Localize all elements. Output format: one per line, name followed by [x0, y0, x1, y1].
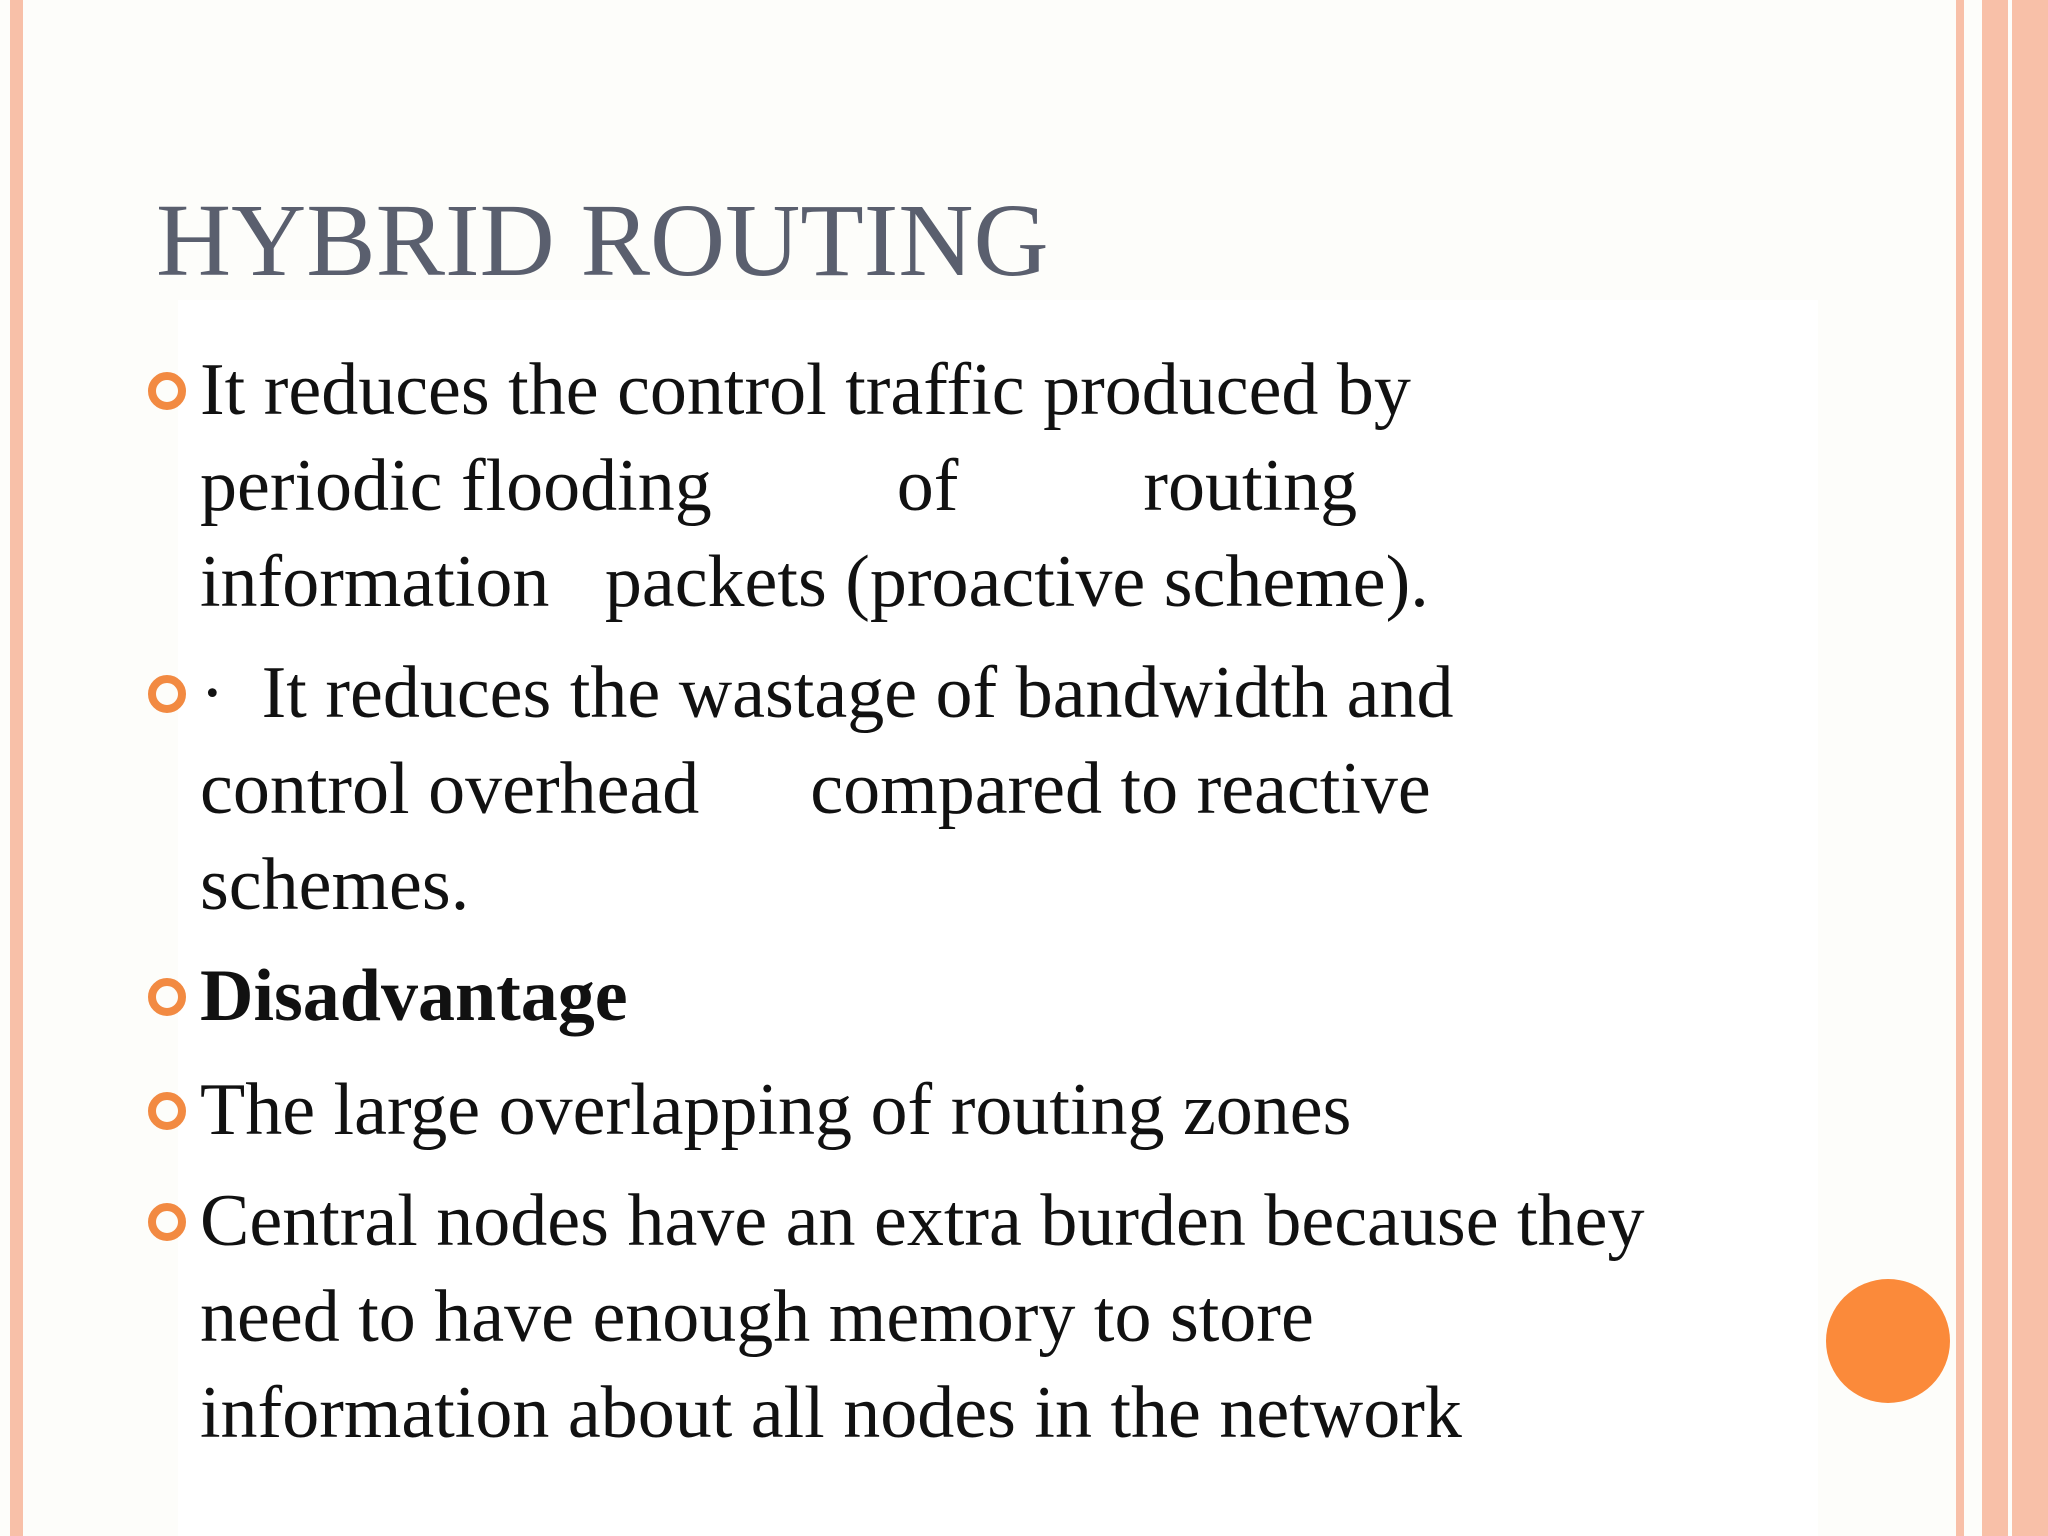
- orange-ring-bullet-icon: [148, 1203, 186, 1241]
- bullet-item-overlapping-zones: [200, 1062, 1800, 1158]
- bullet-item-bandwidth-wastage: [200, 645, 1800, 933]
- orange-circle-decoration: [1826, 1279, 1950, 1403]
- disadvantage-heading: Disadvantage: [200, 955, 628, 1037]
- orange-ring-bullet-icon: [148, 978, 186, 1016]
- bullet-line: It reduces the control traffic produced by: [200, 349, 1411, 431]
- bullet-line: Central nodes have an extra burden because they: [200, 1180, 1645, 1262]
- bullet-line: need to have enough memory to store: [200, 1276, 1314, 1358]
- bullet-line: · It reduces the wastage of bandwidth and: [200, 652, 1454, 734]
- bullet-line: information packets (proactive scheme).: [200, 541, 1429, 623]
- orange-ring-bullet-icon: [148, 372, 186, 410]
- orange-ring-bullet-icon: [148, 675, 186, 713]
- bullet-line: The large overlapping of routing zones: [200, 1069, 1352, 1151]
- bullet-line: periodic flooding of routing: [200, 445, 1358, 527]
- bullet-line: control overhead compared to reactive: [200, 748, 1431, 830]
- bullet-line: information about all nodes in the network: [200, 1372, 1462, 1454]
- bullet-item-disadvantage-heading: [200, 948, 1800, 1044]
- bullet-line: schemes.: [200, 844, 470, 926]
- orange-ring-bullet-icon: [148, 1092, 186, 1130]
- bullet-item-control-traffic: [200, 342, 1800, 630]
- bullet-item-central-nodes-burden: [200, 1173, 1800, 1461]
- slide-title: HYBRID ROUTING: [156, 183, 1049, 298]
